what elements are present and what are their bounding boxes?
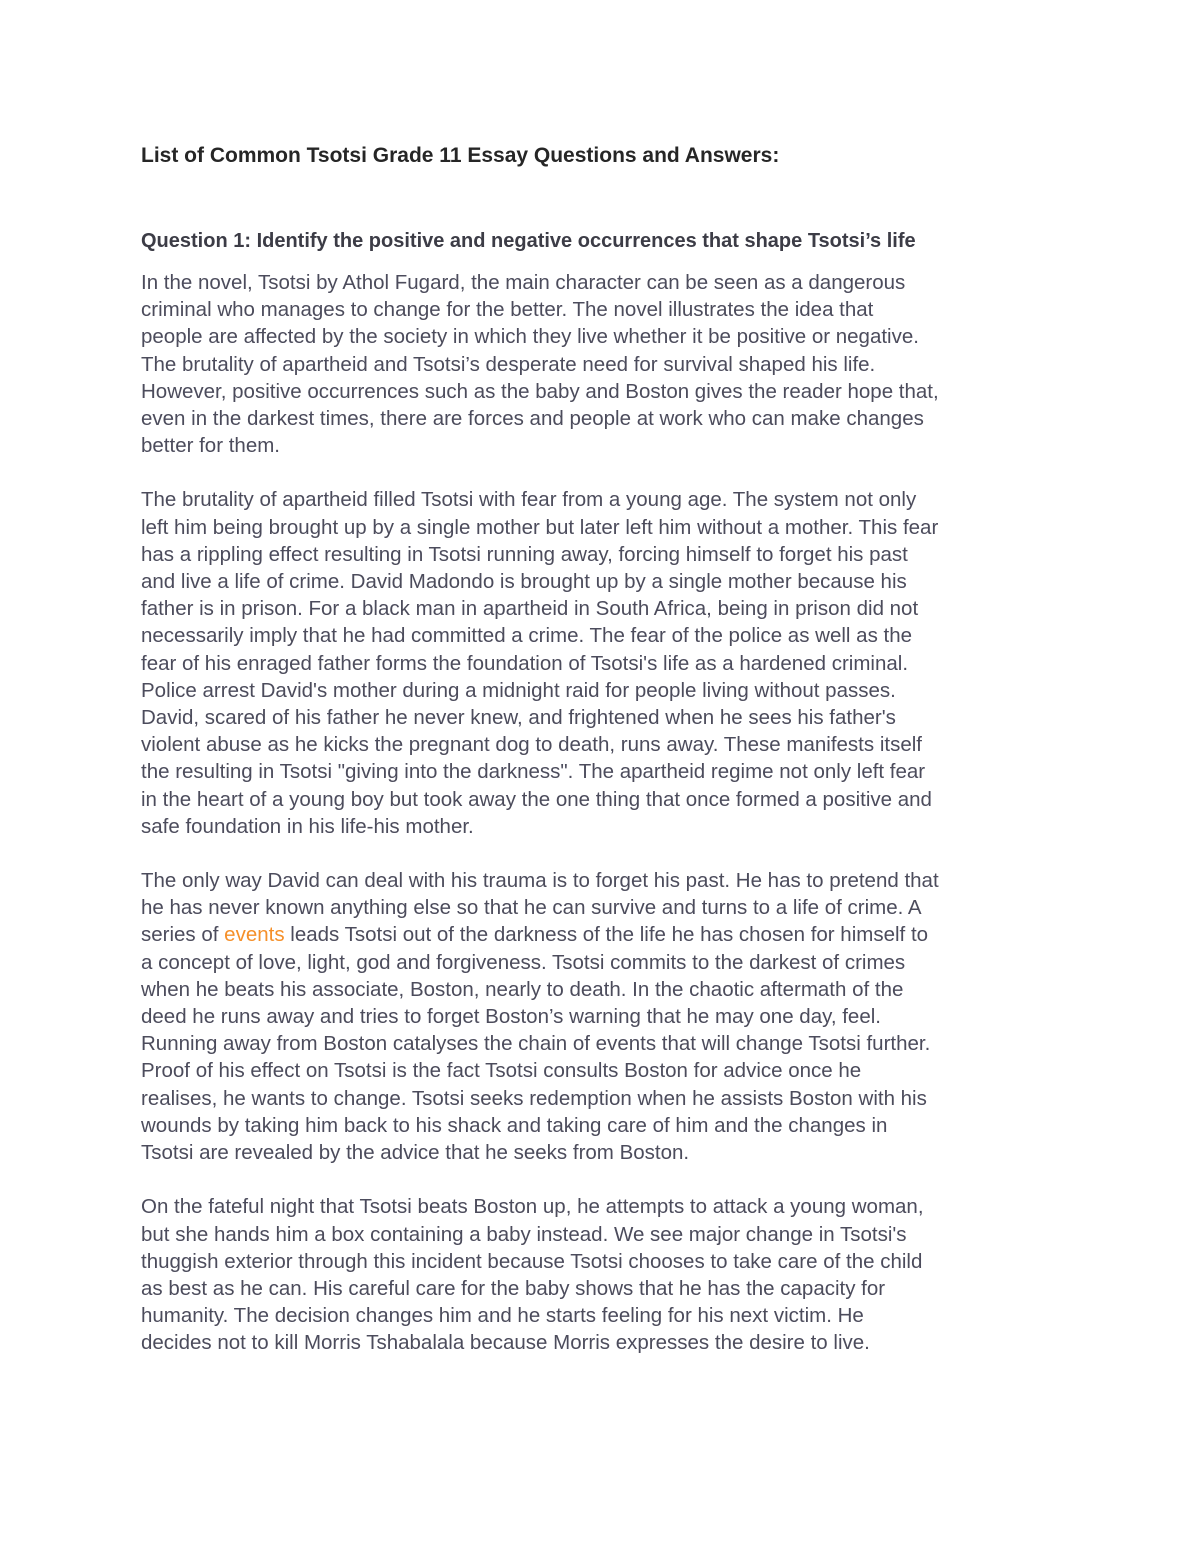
question-heading: Question 1: Identify the positive and negative occurrences that shape Tsotsi’s life — [141, 230, 916, 252]
paragraph-1 — [141, 269, 1071, 459]
paragraph-line: when he beats his associate, Boston, nearly to death. In the chaotic aftermath of the — [141, 977, 904, 1001]
paragraph-line: The brutality of apartheid filled Tsotsi with fear from a young age. The system not only — [141, 488, 917, 512]
paragraph-line: In the novel, Tsotsi by Athol Fugard, the main character can be seen as a dangerous — [141, 271, 906, 294]
paragraph-line: safe foundation in his life-his mother. — [141, 814, 474, 838]
paragraph-line: David, scared of his father he never knew, and frightened when he sees his father's — [141, 706, 896, 730]
document-page — [141, 140, 1071, 1357]
paragraph-line: Tsotsi are revealed by the advice that he seeks from Boston. — [141, 1141, 690, 1165]
link-line-before: series of — [141, 923, 225, 947]
paragraph-line: However, positive occurrences such as the baby and Boston gives the reader hope that, — [141, 379, 939, 403]
paragraph-line: he has never known anything else so that he can survive and turns to a life of crime. A — [141, 896, 922, 920]
paragraph-2 — [141, 486, 1071, 840]
paragraph-line: thuggish exterior through this incident because Tsotsi chooses to take care of the child — [141, 1249, 923, 1273]
events-link[interactable]: events — [224, 923, 285, 947]
paragraph-line: deed he runs away and tries to forget Boston’s warning that he may one day, feel. — [141, 1005, 881, 1029]
paragraph-line: and live a life of crime. David Madondo is brought up by a single mother because his — [141, 570, 907, 594]
paragraph-line: On the fateful night that Tsotsi beats Boston up, he attempts to attack a young woman, — [141, 1195, 924, 1219]
paragraph-line: father is in prison. For a black man in apartheid in South Africa, being in prison did not — [141, 597, 919, 621]
paragraph-line: realises, he wants to change. Tsotsi seeks redemption when he assists Boston with his — [141, 1086, 927, 1110]
paragraph-line: violent abuse as he kicks the pregnant dog to death, runs away. These manifests itself — [141, 733, 922, 757]
paragraph-line: people are affected by the society in which they live whether it be positive or negative. — [141, 325, 919, 349]
paragraph-line: but she hands him a box containing a baby instead. We see major change in Tsotsi's — [141, 1222, 907, 1246]
paragraph-line: Running away from Boston catalyses the chain of events that will change Tsotsi further. — [141, 1032, 931, 1056]
paragraph-line: in the heart of a young boy but took away the one thing that once formed a positive and — [141, 787, 932, 811]
paragraph-line: the resulting in Tsotsi "giving into the darkness". The apartheid regime not only left fear — [141, 760, 926, 784]
paragraph-line: even in the darkest times, there are forces and people at work who can make changes — [141, 407, 924, 431]
paragraph-line: has a rippling effect resulting in Tsotsi running away, forcing himself to forget his past — [141, 542, 908, 566]
paragraph-line-with-link — [141, 921, 1071, 948]
link-line-after: leads Tsotsi out of the darkness of the life he has chosen for himself to — [284, 923, 929, 947]
paragraph-line: The brutality of apartheid and Tsotsi’s desperate need for survival shaped his life. — [141, 352, 876, 376]
document-title: List of Common Tsotsi Grade 11 Essay Questions and Answers: — [141, 144, 780, 167]
paragraph-line: left him being brought up by a single mother but later left him without a mother. This fear — [141, 515, 939, 539]
paragraph-line: as best as he can. His careful care for the baby shows that he has the capacity for — [141, 1276, 886, 1300]
paragraph-line: necessarily imply that he had committed a crime. The fear of the police as well as the — [141, 624, 913, 648]
paragraph-4 — [141, 1193, 1071, 1356]
paragraph-line: Proof of his effect on Tsotsi is the fact Tsotsi consults Boston for advice once he — [141, 1059, 862, 1083]
paragraph-line: better for them. — [141, 434, 281, 458]
paragraph-3 — [141, 867, 1071, 1166]
paragraph-line: The only way David can deal with his trauma is to forget his past. He has to pretend that — [141, 869, 939, 893]
paragraph-line: decides not to kill Morris Tshabalala because Morris expresses the desire to live. — [141, 1331, 870, 1355]
paragraph-line: fear of his enraged father forms the foundation of Tsotsi's life as a hardened criminal. — [141, 651, 909, 675]
paragraph-line: a concept of love, light, god and forgiveness. Tsotsi commits to the darkest of crimes — [141, 950, 906, 974]
paragraph-line: criminal who manages to change for the better. The novel illustrates the idea that — [141, 298, 874, 322]
paragraph-line: humanity. The decision changes him and he starts feeling for his next victim. He — [141, 1304, 864, 1328]
paragraph-line: wounds by taking him back to his shack and taking care of him and the changes in — [141, 1113, 888, 1137]
paragraph-line: Police arrest David's mother during a midnight raid for people living without passes. — [141, 678, 896, 702]
